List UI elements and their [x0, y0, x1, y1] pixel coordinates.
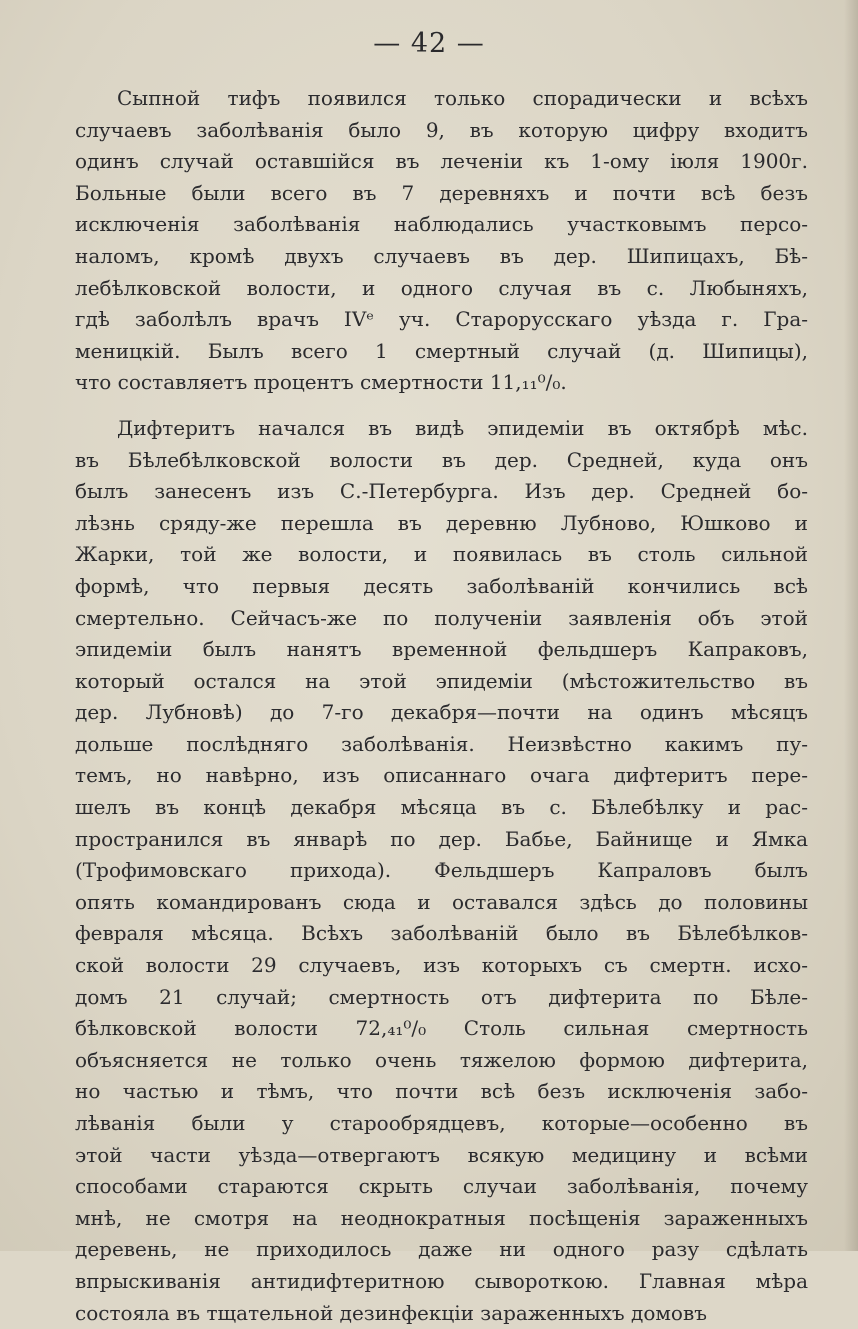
text-line: наломъ, кромѣ двухъ случаевъ въ дер. Шипицахъ, Бѣ-: [75, 243, 808, 268]
text-line: состояла въ тщательной дезинфекціи зараженныхъ домовъ: [75, 1300, 707, 1325]
text-line: что составляетъ процентъ смертности 11,₁₁⁰/₀.: [75, 370, 567, 395]
text-line: опять командированъ сюда и оставался здѣсь до половины: [75, 889, 808, 914]
text-line: лѣванія были у старообрядцевъ, которые—особенно въ: [75, 1111, 808, 1135]
text-line: шелъ въ концѣ декабря мѣсяца въ с. Бѣлебѣлку и рас-: [75, 795, 808, 820]
text-line: мнѣ, не смотря на неоднократныя посѣщенія зараженныхъ: [75, 1205, 808, 1230]
text-line: лѣзнь сряду-же перешла въ деревню Лубново, Юшково и: [75, 510, 808, 535]
text-line: исключенія заболѣванія наблюдались участковымъ персо-: [75, 212, 808, 237]
text-line: въ Бѣлебѣлковской волости въ дер. Средней, куда онъ: [75, 447, 808, 472]
body-text: [75, 83, 808, 1329]
text-line: эпидеміи былъ нанятъ временной фельдшеръ Капраковъ,: [75, 637, 808, 662]
text-line: случаевъ заболѣванія было 9, въ которую цифру входитъ: [75, 117, 808, 142]
text-line: формѣ, что первыя десять заболѣваній кончились всѣ: [75, 573, 808, 598]
text-line: дольше послѣдняго заболѣванія. Неизвѣстно какимъ пу-: [75, 731, 808, 756]
text-line: Сыпной тифъ появился только спорадически и всѣхъ: [117, 86, 808, 110]
text-line: одинъ случай оставшійся въ леченіи къ 1-ому іюля 1900г.: [75, 149, 808, 174]
text-line: ской волости 29 случаевъ, изъ которыхъ съ смертн. исхо-: [75, 953, 808, 978]
text-line: темъ, но навѣрно, изъ описаннаго очага дифтеритъ пере-: [75, 763, 808, 788]
text-line: Жарки, той же волости, и появилась въ столь сильной: [75, 542, 808, 567]
page-number: — 42 —: [373, 28, 485, 59]
text-line: пространился въ январѣ по дер. Бабье, Байнище и Ямка: [75, 826, 808, 851]
text-line: гдѣ заболѣлъ врачъ IVᵉ уч. Старорусскаго уѣзда г. Гра-: [75, 307, 808, 332]
text-line: дер. Лубновѣ) до 7-го декабря—почти на одинъ мѣсяцъ: [75, 700, 808, 725]
text-line: февраля мѣсяца. Всѣхъ заболѣваній было въ Бѣлебѣлков-: [75, 921, 808, 946]
text-line: который остался на этой эпидеміи (мѣстожительство въ: [75, 668, 808, 693]
text-line: лебѣлковской волости, и одного случая въ с. Любыняхъ,: [75, 275, 808, 300]
text-line: способами стараются скрыть случаи заболѣванія, почему: [75, 1174, 808, 1199]
text-line: былъ занесенъ изъ С.-Петербурга. Изъ дер. Средней бо-: [75, 479, 808, 504]
text-line: впрыскиванія антидифтеритною сывороткою. Главная мѣра: [75, 1268, 808, 1293]
text-line: меницкій. Былъ всего 1 смертный случай (д. Шипицы),: [75, 338, 808, 363]
text-line: этой части уѣзда—отвергаютъ всякую медицину и всѣми: [75, 1142, 808, 1167]
paragraph-typhus: [75, 83, 808, 399]
text-line: домъ 21 случай; смертность отъ дифтерита по Бѣле-: [75, 984, 808, 1009]
text-line: объясняется не только очень тяжелою формою дифтерита,: [75, 1047, 808, 1072]
text-line: Больные были всего въ 7 деревняхъ и почти всѣ безъ: [75, 180, 808, 205]
text-line: но частью и тѣмъ, что почти всѣ безъ исключенія забо-: [75, 1079, 808, 1104]
text-line: деревень, не приходилось даже ни одного разу сдѣлать: [75, 1237, 808, 1262]
paragraph-diphtheria: [75, 413, 808, 1329]
text-line: (Трофимовскаго прихода). Фельдшеръ Капраловъ былъ: [75, 858, 808, 883]
text-line: смертельно. Сейчасъ-же по полученіи заявленія объ этой: [75, 605, 808, 630]
page-gutter-shadow: [844, 0, 858, 1251]
text-line: Дифтеритъ начался въ видѣ эпидеміи въ октябрѣ мѣс.: [117, 415, 808, 440]
text-line: бѣлковской волости 72,₄₁⁰/₀ Столь сильная смертность: [75, 1016, 808, 1041]
